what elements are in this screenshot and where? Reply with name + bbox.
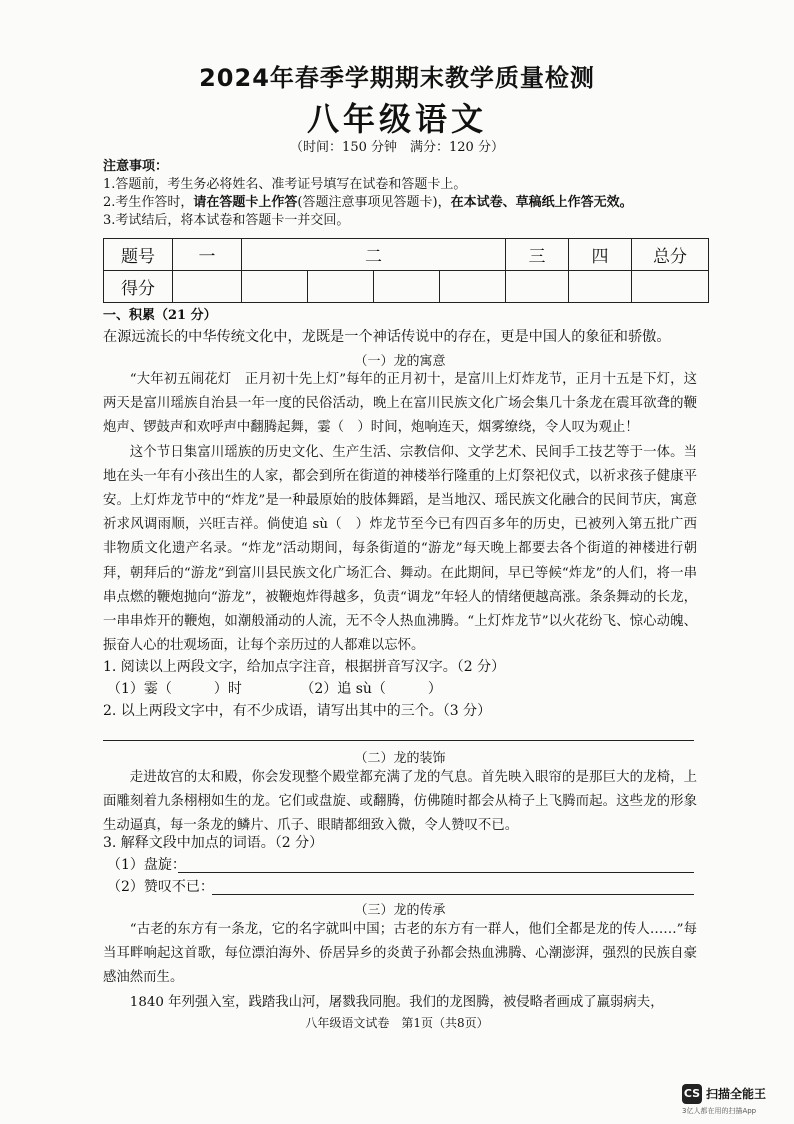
score-blank bbox=[308, 271, 374, 303]
score-cell-q4: 四 bbox=[569, 239, 632, 271]
passage-part2 bbox=[103, 766, 697, 839]
notes-item-2-pre: 2.考生作答时， bbox=[103, 195, 194, 210]
part1-title: （一）龙的寓意 bbox=[354, 354, 446, 369]
scanner-watermark bbox=[682, 1083, 766, 1116]
score-cell-q2: 二 bbox=[242, 239, 506, 271]
passage-part1 bbox=[103, 368, 697, 658]
question-3b: （2）赞叹不已： bbox=[107, 879, 214, 895]
score-cell-q3: 三 bbox=[506, 239, 569, 271]
answer-line[interactable] bbox=[212, 894, 694, 895]
score-blank bbox=[242, 271, 308, 303]
score-table bbox=[103, 238, 709, 303]
question-1a: （1）霎（ ）时 bbox=[107, 681, 242, 697]
score-blank bbox=[440, 271, 506, 303]
notes-item-2-bold2: 在本试卷、草稿纸上作答无效。 bbox=[450, 195, 633, 210]
score-table-score-row bbox=[104, 271, 709, 303]
subject-title: 八年级语文 bbox=[306, 100, 487, 138]
notes-heading: 注意事项： bbox=[103, 159, 169, 174]
part3-title: （三）龙的传承 bbox=[354, 903, 446, 918]
page-footer: 八年级语文试卷 第1页（共8页） bbox=[305, 1016, 489, 1030]
notes-item-2-bold1: 请在答题卡上作答 bbox=[193, 195, 298, 210]
score-blank bbox=[374, 271, 440, 303]
notes-item-1: 1.答题前，考生务必将姓名、准考证号填写在试卷和答题卡上。 bbox=[103, 177, 467, 192]
question-2: 2. 以上两段文字中，有不少成语，请写出其中的三个。（3 分） bbox=[103, 703, 492, 719]
question-1-items bbox=[107, 678, 701, 700]
passage-part3 bbox=[103, 918, 697, 1015]
part2-title: （二）龙的装饰 bbox=[354, 751, 446, 766]
question-3: 3. 解释文段中加点的词语。（2 分） bbox=[103, 835, 324, 851]
score-blank bbox=[506, 271, 569, 303]
notes-item-2-mid: (答题注意事项见答题卡)， bbox=[297, 195, 451, 210]
paragraph-2: 这个节日集富川瑶族的历史文化、生产生活、宗教信仰、文学艺术、民间手工技艺等于一体。当地在头一年有小孩出生的人家，都会到所在街道的神楼举行隆重的上灯祭祀仪式，以祈求孩子健康平安。上灯炸龙节中的“炸龙”是一种最原始的肢体舞蹈，是当地汉、瑶民族文化融合的民间节庆，寓意祈求风调雨顺，兴旺吉祥。倘使追 sù（ ）炸龙节至今已有四百多年的历史，已被列入第五批广西非物质文化遗产名录。“炸龙”活动期间，每条街道的“游龙”每天晚上都要去各个街道的神楼进行朝拜，朝拜后的“游龙”到富川县民族文化广场汇合、舞动。在此期间，早已等候“炸龙”的人们，将一串串点燃的鞭炮抛向“游龙”，被鞭炮炸得越多，负责“调龙”年轻人的情绪便越高涨。条条舞动的长龙，一串串炸开的鞭炮，如潮般涌动的人流，无不令人热血沸腾。“上灯炸龙节”以火花纷飞、惊心动魄、振奋人心的壮观场面，让每个亲历过的人都难以忘怀。 bbox=[103, 444, 697, 654]
notes-block bbox=[103, 158, 633, 230]
paragraph-5: 1840 年列强入室，践踏我山河，屠戮我同胞。我们的龙图腾，被侵略者画成了羸弱病夫， bbox=[129, 994, 664, 1010]
score-blank bbox=[632, 271, 709, 303]
scanner-logo-icon: CS bbox=[682, 1084, 702, 1104]
score-blank bbox=[173, 271, 242, 303]
exam-meta: （时间：150 分钟 满分：120 分） bbox=[290, 140, 504, 155]
score-cell-label: 题号 bbox=[104, 239, 173, 271]
question-1b: （2）追 sù（ ） bbox=[300, 681, 442, 697]
score-cell-q1: 一 bbox=[173, 239, 242, 271]
paragraph-1: “大年初五闹花灯 正月初十先上灯”每年的正月初十，是富川上灯炸龙节，正月十五是下灯，这两天是富川瑶族自治县一年一度的民俗活动，晚上在富川民族文化广场会集几十条龙在震耳欲聋的鞭炮声、锣鼓声和欢呼声中翻腾起舞，霎（ ）时间，炮响连天，烟雾缭绕，令人叹为观止！ bbox=[103, 372, 697, 436]
notes-item-2 bbox=[103, 194, 633, 212]
scanner-app-name: 扫描全能王 bbox=[706, 1087, 767, 1101]
score-row-label: 得分 bbox=[104, 271, 173, 303]
score-table-header-row bbox=[104, 239, 709, 271]
scanner-tagline: 3亿人都在用的扫描App bbox=[682, 1106, 757, 1115]
question-1: 1. 阅读以上两段文字，给加点字注音，根据拼音写汉字。（2 分） bbox=[103, 659, 506, 675]
question-3a: （1）盘旋： bbox=[107, 857, 186, 873]
score-cell-total: 总分 bbox=[632, 239, 709, 271]
score-blank bbox=[569, 271, 632, 303]
answer-line[interactable] bbox=[103, 740, 694, 741]
paragraph-3: 走进故宫的太和殿，你会发现整个殿堂都充满了龙的气息。首先映入眼帘的是那巨大的龙椅，上面雕刻着九条栩栩如生的龙。它们或盘旋、或翻腾，仿佛随时都会从椅子上飞腾而起。这些龙的形象生动逼真，每一条龙的鳞片、爪子、眼睛都细致入微，令人赞叹不已。 bbox=[103, 770, 697, 834]
exam-title: 2024年春季学期期末教学质量检测 bbox=[199, 64, 595, 92]
paragraph-4: “古老的东方有一条龙，它的名字就叫中国；古老的东方有一群人，他们全都是龙的传人……”每当耳畔响起这首歌，每位漂泊海外、侨居异乡的炎黄子孙都会热血沸腾、心潮澎湃，强烈的民族自豪感油然而生。 bbox=[103, 922, 697, 986]
notes-item-3: 3.考试结后，将本试卷和答题卡一并交回。 bbox=[103, 213, 350, 228]
section-heading: 一、积累（21 分） bbox=[103, 308, 217, 323]
answer-line[interactable] bbox=[178, 872, 694, 873]
section-intro: 在源远流长的中华传统文化中，龙既是一个神话传说中的存在，更是中国人的象征和骄傲。 bbox=[103, 329, 671, 345]
